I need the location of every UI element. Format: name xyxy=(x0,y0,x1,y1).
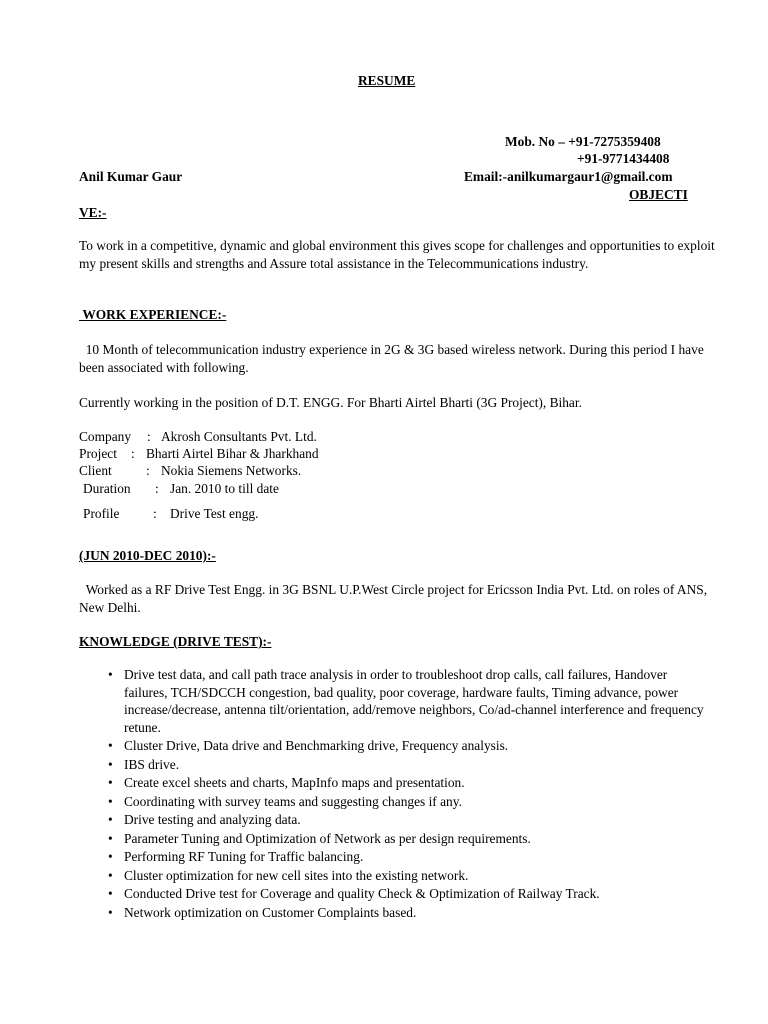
objective-heading-part1: OBJECTI xyxy=(629,187,688,202)
list-item: • Cluster optimization for new cell sites into the existing network. xyxy=(108,867,708,885)
list-item: • Parameter Tuning and Optimization of Network as per design requirements. xyxy=(108,830,708,848)
list-item: • IBS drive. xyxy=(108,756,708,774)
list-item: • Drive test data, and call path trace analysis in order to troubleshoot drop calls, call failures, Handover failures, TCH/SDCCH congestion, bad quality, poor coverage, hardware faults, Timing advance, power increase/decrease, antenna tilt/orientation, add/remove neighbors, Co/ad-channel interference and frequency retune. xyxy=(108,666,708,736)
detail-value: Drive Test engg. xyxy=(170,506,259,521)
detail-separator: : xyxy=(131,446,135,461)
list-item: • Coordinating with survey teams and suggesting changes if any. xyxy=(108,793,708,811)
list-item: • Create excel sheets and charts, MapInfo maps and presentation. xyxy=(108,774,708,792)
detail-key: Project xyxy=(79,446,117,461)
mobile-number-1: Mob. No – +91-7275359408 xyxy=(505,134,661,149)
resume-title: RESUME xyxy=(358,73,416,88)
list-item: • Network optimization on Customer Complaints based. xyxy=(108,904,708,922)
knowledge-list xyxy=(108,666,708,922)
knowledge-heading: KNOWLEDGE (DRIVE TEST):- xyxy=(79,634,272,649)
list-item: • Conducted Drive test for Coverage and quality Check & Optimization of Railway Track. xyxy=(108,885,708,903)
detail-value: Bharti Airtel Bihar & Jharkhand xyxy=(146,446,319,461)
work-experience-heading: WORK EXPERIENCE:- xyxy=(82,307,227,322)
mobile-number-2: +91-9771434408 xyxy=(577,151,670,166)
detail-key: Client xyxy=(79,463,112,478)
detail-key: Company xyxy=(79,429,132,444)
detail-value: Nokia Siemens Networks. xyxy=(161,463,302,478)
objective-heading-part2: VE:- xyxy=(79,205,107,220)
current-position: Currently working in the position of D.T. ENGG. For Bharti Airtel Bharti (3G Project), Bihar. xyxy=(79,395,582,410)
candidate-name: Anil Kumar Gaur xyxy=(79,169,183,184)
experience-summary: 10 Month of telecommunication industry experience in 2G & 3G based wireless network. During this period I have been associated with following. xyxy=(79,342,704,375)
previous-experience-text: Worked as a RF Drive Test Engg. in 3G BSNL U.P.West Circle project for Ericsson India Pvt. Ltd. on roles of ANS, New Delhi. xyxy=(79,582,708,615)
detail-key: Duration xyxy=(83,481,131,496)
list-item: • Cluster Drive, Data drive and Benchmarking drive, Frequency analysis. xyxy=(108,737,708,755)
list-item: • Drive testing and analyzing data. xyxy=(108,811,708,829)
email-address: Email:-anilkumargaur1@gmail.com xyxy=(464,169,673,184)
objective-text: To work in a competitive, dynamic and global environment this gives scope for challenges and opportunities to exploit my present skills and strengths and Assure total assistance in the Telecommunications industry. xyxy=(79,238,715,271)
previous-experience-heading: (JUN 2010-DEC 2010):- xyxy=(79,548,216,563)
detail-key: Profile xyxy=(83,506,120,521)
detail-separator: : xyxy=(147,429,151,444)
detail-separator: : xyxy=(146,463,150,478)
detail-value: Akrosh Consultants Pvt. Ltd. xyxy=(161,429,317,444)
detail-separator: : xyxy=(153,506,157,521)
detail-separator: : xyxy=(155,481,159,496)
list-item: • Performing RF Tuning for Traffic balancing. xyxy=(108,848,708,866)
detail-value: Jan. 2010 to till date xyxy=(170,481,279,496)
